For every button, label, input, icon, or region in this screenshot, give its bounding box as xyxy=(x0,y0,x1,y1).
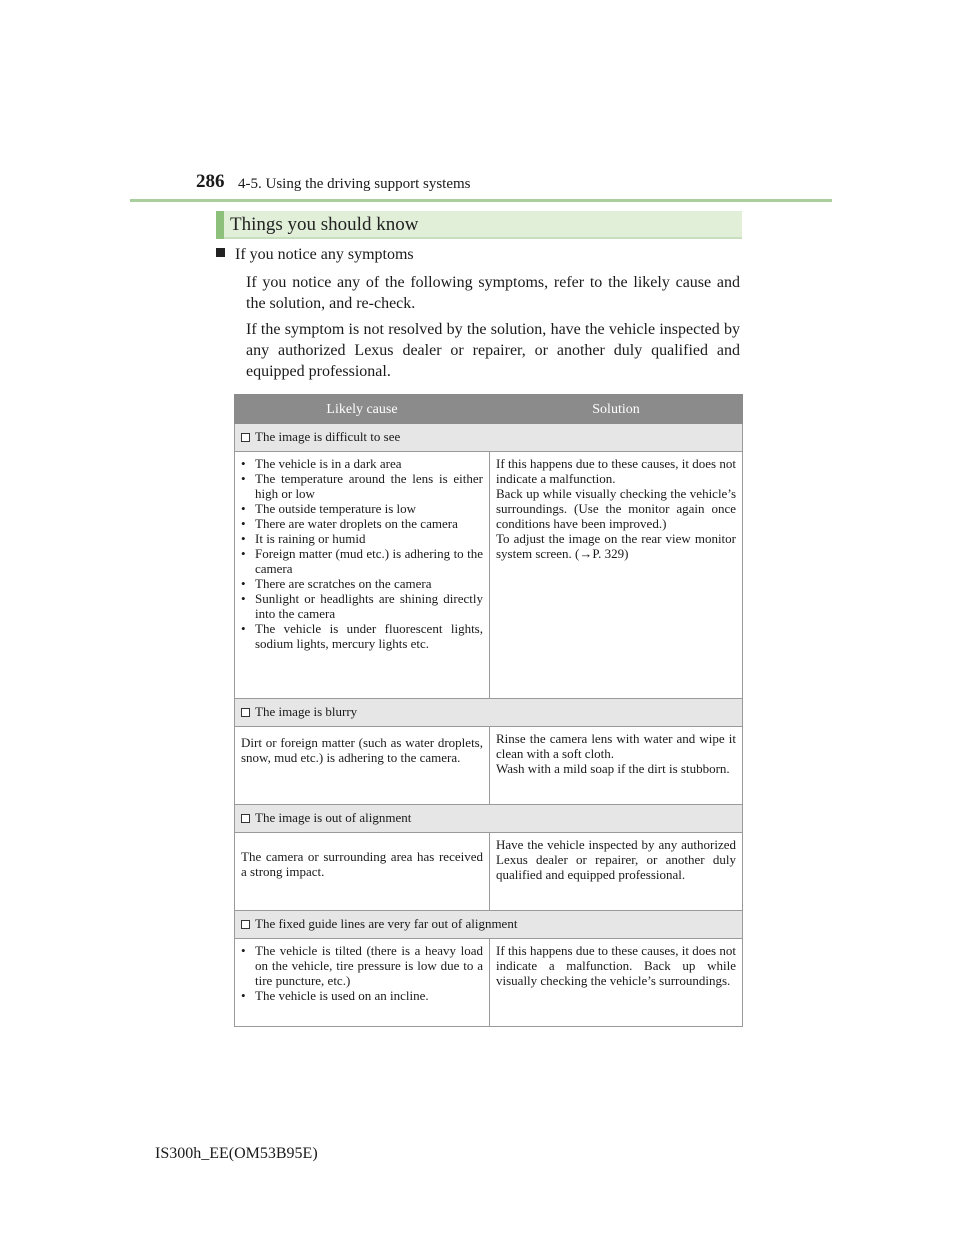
group-title xyxy=(235,424,743,452)
column-header-solution: Solution xyxy=(490,395,743,424)
subheading-text: If you notice any symptoms xyxy=(235,246,414,263)
cause-item: • The vehicle is in a dark area xyxy=(241,456,483,471)
cause-item: • It is raining or humid xyxy=(241,531,483,546)
group-title xyxy=(235,805,743,833)
table-row xyxy=(235,833,743,911)
cause-cell xyxy=(235,939,490,1027)
group-row-guide-lines xyxy=(235,911,743,939)
group-row-blurry xyxy=(235,699,743,727)
cause-item: • Foreign matter (mud etc.) is adhering to the camera xyxy=(241,546,483,576)
group-title-text: The image is difficult to see xyxy=(255,429,401,444)
section-title: 4-5. Using the driving support systems xyxy=(238,176,471,192)
subheading xyxy=(216,246,414,264)
solution-line: To adjust the image on the rear view monitor system screen. (→P. 329) xyxy=(496,531,736,561)
solution-line: Rinse the camera lens with water and wipe it clean with a soft cloth. xyxy=(496,731,736,761)
cause-item: • The temperature around the lens is either high or low xyxy=(241,471,483,501)
square-bullet-icon xyxy=(216,248,225,257)
table-row xyxy=(235,727,743,805)
solution-line: If this happens due to these causes, it does not indicate a malfunction. xyxy=(496,456,736,486)
info-band xyxy=(216,211,742,239)
cause-item: • The vehicle is tilted (there is a heavy load on the vehicle, tire pressure is low due to a tire puncture, etc.) xyxy=(241,943,483,988)
group-title xyxy=(235,699,743,727)
group-row-difficult xyxy=(235,424,743,452)
group-title-text: The fixed guide lines are very far out of alignment xyxy=(255,916,518,931)
cause-item: • There are scratches on the camera xyxy=(241,576,483,591)
band-title: Things you should know xyxy=(230,214,419,235)
checkbox-icon xyxy=(241,814,250,823)
cause-item: • The outside temperature is low xyxy=(241,501,483,516)
group-title-text: The image is out of alignment xyxy=(255,810,412,825)
solution-cell xyxy=(490,727,743,805)
checkbox-icon xyxy=(241,433,250,442)
checkbox-icon xyxy=(241,708,250,717)
symptom-table xyxy=(234,394,743,1027)
group-title-text: The image is blurry xyxy=(255,704,358,719)
table-row xyxy=(235,939,743,1027)
cause-item: • There are water droplets on the camera xyxy=(241,516,483,531)
page-number: 286 xyxy=(196,171,225,192)
header-rule xyxy=(130,199,832,202)
cause-item: • Sunlight or headlights are shining directly into the camera xyxy=(241,591,483,621)
solution-cell: Have the vehicle inspected by any authorized Lexus dealer or repairer, or another duly qualified and equipped professional. xyxy=(490,833,743,911)
footer-code: IS300h_EE(OM53B95E) xyxy=(155,1145,318,1162)
paragraph-intro: If you notice any of the following symptoms, refer to the likely cause and the solution, and re-check. xyxy=(246,274,740,312)
group-title xyxy=(235,911,743,939)
column-header-cause: Likely cause xyxy=(235,395,490,424)
cause-cell: Dirt or foreign matter (such as water droplets, snow, mud etc.) is adhering to the camera. xyxy=(235,727,490,805)
cause-item: • The vehicle is under fluorescent lights, sodium lights, mercury lights etc. xyxy=(241,621,483,651)
solution-line: Back up while visually checking the vehicle’s surroundings. (Use the monitor again once conditions have been improved.) xyxy=(496,486,736,531)
cause-cell: The camera or surrounding area has received a strong impact. xyxy=(235,833,490,911)
paragraph-dealer: If the symptom is not resolved by the solution, have the vehicle inspected by any authorized Lexus dealer or repairer, or another duly qualified and equipped professional. xyxy=(246,321,740,380)
solution-cell xyxy=(490,452,743,699)
checkbox-icon xyxy=(241,920,250,929)
solution-line: Wash with a mild soap if the dirt is stubborn. xyxy=(496,761,730,776)
cause-cell xyxy=(235,452,490,699)
group-row-alignment xyxy=(235,805,743,833)
cause-item: • The vehicle is used on an incline. xyxy=(241,988,483,1003)
solution-cell: If this happens due to these causes, it does not indicate a malfunction. Back up while visually checking the vehicle’s surroundings. xyxy=(490,939,743,1027)
table-header-row xyxy=(235,395,743,424)
band-accent xyxy=(216,211,224,239)
table-row xyxy=(235,452,743,699)
